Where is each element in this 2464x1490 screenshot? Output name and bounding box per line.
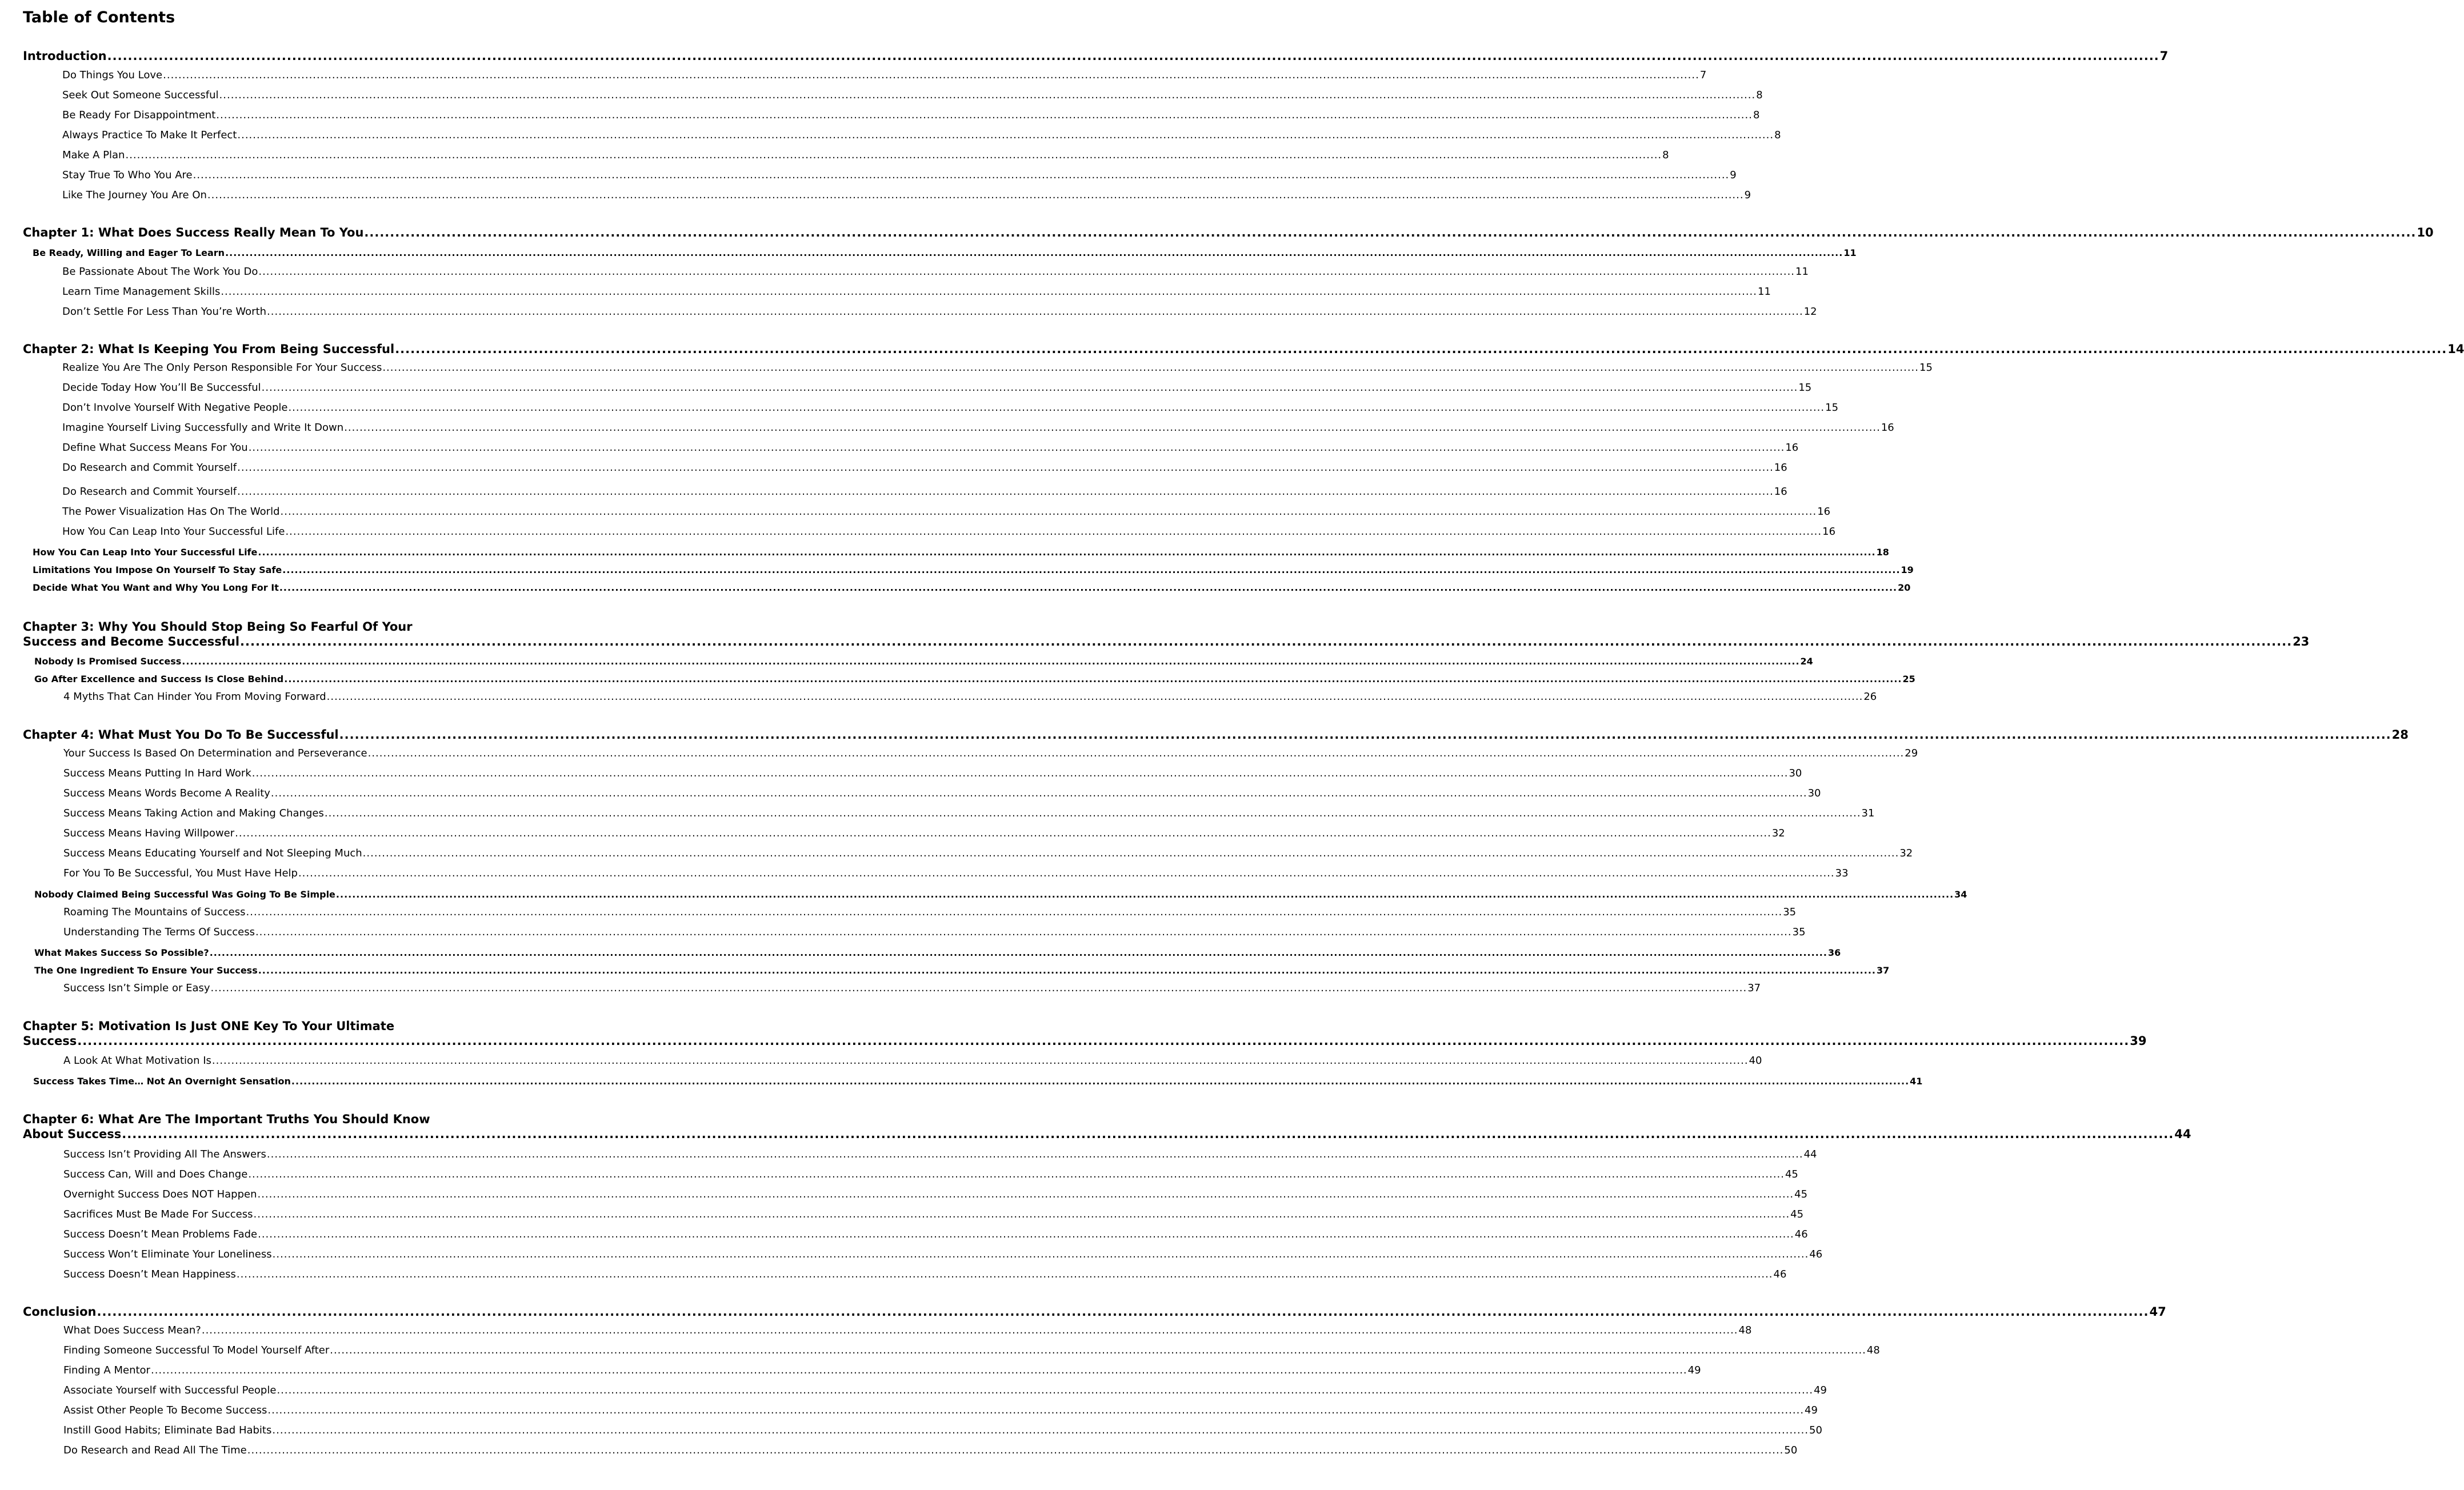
toc-entry-label: Understanding The Terms Of Success: [63, 926, 255, 938]
toc-entry[interactable]: [62, 149, 1669, 162]
toc-entry[interactable]: [62, 362, 1933, 374]
toc-entry[interactable]: [63, 867, 1849, 880]
page-number: 32: [1771, 827, 1785, 839]
dot-leader: ................................................................................................................................................................................................................................................................................................................................................................................................................: [279, 582, 1898, 593]
dot-leader: ................................................................................................................................................................................................................................................................................................................................................................................................................: [272, 1248, 1809, 1260]
page-number: 15: [1798, 382, 1812, 394]
toc-entry-label: The One Ingredient To Ensure Your Success: [34, 965, 258, 976]
dot-leader: ................................................................................................................................................................................................................................................................................................................................................................................................................: [258, 547, 1876, 558]
dot-leader: ................................................................................................................................................................................................................................................................................................................................................................................................................: [272, 1424, 1809, 1436]
toc-entry-label: Assist Other People To Become Success: [63, 1404, 267, 1416]
toc-title: Table of Contents: [23, 9, 175, 26]
page-number: 48: [1738, 1324, 1752, 1336]
toc-entry[interactable]: [63, 767, 1802, 780]
toc-entry-label: Chapter 3: Why You Should Stop Being So Fearful Of Your: [23, 620, 413, 634]
page-number: 9: [1730, 169, 1737, 181]
dot-leader: ................................................................................................................................................................................................................................................................................................................................................................................................................: [257, 1188, 1794, 1200]
toc-entry-label: Sacrifices Must Be Made For Success: [63, 1208, 253, 1220]
dot-leader: ................................................................................................................................................................................................................................................................................................................................................................................................................: [247, 1444, 1784, 1456]
toc-entry[interactable]: [33, 247, 1857, 259]
toc-entry-label: Chapter 4: What Must You Do To Be Successful: [23, 728, 339, 742]
page-number: 19: [1901, 564, 1914, 575]
page-number: 12: [1803, 306, 1817, 318]
page-number: 49: [1687, 1364, 1701, 1376]
page-number: 39: [2130, 1034, 2147, 1048]
dot-leader: ................................................................................................................................................................................................................................................................................................................................................................................................................: [163, 69, 1699, 81]
toc-entry[interactable]: [23, 1112, 2191, 1141]
page-number: 7: [2159, 49, 2169, 63]
dot-leader: ................................................................................................................................................................................................................................................................................................................................................................................................................: [211, 1055, 1749, 1067]
dot-leader: ................................................................................................................................................................................................................................................................................................................................................................................................................: [248, 1168, 1785, 1180]
toc-entry[interactable]: [63, 1344, 1880, 1357]
toc-entry[interactable]: [23, 1019, 2147, 1048]
dot-leader: ................................................................................................................................................................................................................................................................................................................................................................................................................: [344, 422, 1881, 434]
dot-leader: ................................................................................................................................................................................................................................................................................................................................................................................................................: [284, 674, 1902, 684]
toc-entry[interactable]: [62, 462, 1787, 474]
dot-leader: ................................................................................................................................................................................................................................................................................................................................................................................................................: [219, 89, 1756, 101]
dot-leader: ................................................................................................................................................................................................................................................................................................................................................................................................................: [280, 506, 1817, 518]
dot-leader: ................................................................................................................................................................................................................................................................................................................................................................................................................: [270, 787, 1807, 799]
toc-entry-label: How You Can Leap Into Your Successful Life: [33, 547, 258, 558]
toc-entry[interactable]: [34, 889, 1967, 900]
toc-entry-label: Go After Excellence and Success Is Close Behind: [34, 674, 284, 684]
dot-leader: ................................................................................................................................................................................................................................................................................................................................................................................................................: [207, 189, 1744, 201]
page-number: 24: [1800, 656, 1813, 667]
toc-entry[interactable]: [23, 342, 2464, 357]
toc-entry-label: Success Means Taking Action and Making Changes: [63, 807, 324, 819]
page-number: 18: [1876, 547, 1889, 558]
toc-entry-label: Learn Time Management Skills: [62, 286, 221, 298]
page-number: 11: [1795, 266, 1809, 278]
page-number: 11: [1843, 247, 1857, 258]
toc-entry-label: Success: [23, 1034, 77, 1048]
dot-leader: ................................................................................................................................................................................................................................................................................................................................................................................................................: [150, 1364, 1687, 1376]
dot-leader: ................................................................................................................................................................................................................................................................................................................................................................................................................: [324, 807, 1861, 819]
toc-entry-label: Limitations You Impose On Yourself To Stay Safe: [33, 564, 282, 575]
page-number: 15: [1919, 362, 1933, 374]
toc-entry[interactable]: [62, 486, 1787, 498]
toc-entry-label: Success Isn’t Simple or Easy: [63, 982, 210, 994]
dot-leader: ................................................................................................................................................................................................................................................................................................................................................................................................................: [267, 306, 1803, 318]
toc-entry-label: What Does Success Mean?: [63, 1324, 201, 1336]
toc-entry[interactable]: [63, 1248, 1823, 1261]
toc-entry[interactable]: [33, 1076, 1923, 1087]
dot-leader: ................................................................................................................................................................................................................................................................................................................................................................................................................: [77, 1034, 2130, 1048]
toc-entry-label: Decide Today How You’ll Be Successful: [62, 382, 261, 394]
toc-entry[interactable]: [62, 89, 1763, 102]
page-number: 49: [1805, 1404, 1818, 1416]
dot-leader: ................................................................................................................................................................................................................................................................................................................................................................................................................: [236, 1268, 1773, 1280]
toc-entry-label: Realize You Are The Only Person Responsible For Your Success: [62, 362, 382, 374]
dot-leader: ................................................................................................................................................................................................................................................................................................................................................................................................................: [258, 266, 1795, 278]
dot-leader: ................................................................................................................................................................................................................................................................................................................................................................................................................: [339, 728, 2391, 742]
toc-entry[interactable]: [63, 1148, 1817, 1161]
toc-entry-label: Instill Good Habits; Eliminate Bad Habits: [63, 1424, 272, 1436]
toc-entry-label: Your Success Is Based On Determination and Perseverance: [63, 747, 367, 759]
toc-entry[interactable]: [63, 1324, 1752, 1337]
toc-entry[interactable]: [63, 926, 1806, 939]
toc-entry[interactable]: [63, 1168, 1798, 1181]
page-number: 46: [1794, 1228, 1808, 1240]
toc-entry[interactable]: [63, 1208, 1804, 1221]
page-number: 20: [1898, 582, 1911, 593]
toc-entry[interactable]: [62, 266, 1809, 278]
dot-leader: ................................................................................................................................................................................................................................................................................................................................................................................................................: [258, 965, 1876, 976]
page-number: 44: [2174, 1127, 2191, 1141]
dot-leader: ................................................................................................................................................................................................................................................................................................................................................................................................................: [182, 656, 1800, 667]
toc-entry[interactable]: [33, 582, 1911, 594]
toc-entry-label: Do Research and Commit Yourself: [62, 486, 237, 498]
toc-entry-label: Always Practice To Make It Perfect: [62, 129, 237, 141]
page-number: 11: [1758, 286, 1771, 298]
toc-entry-label: Decide What You Want and Why You Long For It: [33, 582, 279, 593]
page-number: 16: [1774, 462, 1787, 474]
toc-entry-label: About Success: [23, 1127, 122, 1141]
dot-leader: ................................................................................................................................................................................................................................................................................................................................................................................................................: [362, 847, 1899, 859]
toc-entry-label: Finding A Mentor: [63, 1364, 150, 1376]
toc-entry-label: Do Research and Commit Yourself: [62, 462, 237, 474]
page-number: 35: [1792, 926, 1806, 938]
toc-entry-label: Stay True To Who You Are: [62, 169, 193, 181]
dot-leader: ................................................................................................................................................................................................................................................................................................................................................................................................................: [225, 247, 1843, 258]
dot-leader: ................................................................................................................................................................................................................................................................................................................................................................................................................: [258, 1228, 1794, 1240]
toc-entry-label: Do Things You Love: [62, 69, 163, 81]
toc-entry-label: Associate Yourself with Successful People: [63, 1384, 277, 1396]
dot-leader: ................................................................................................................................................................................................................................................................................................................................................................................................................: [193, 169, 1730, 181]
page-number: 30: [1789, 767, 1802, 779]
toc-entry[interactable]: [62, 189, 1751, 202]
toc-entry[interactable]: [34, 674, 1915, 685]
dot-leader: ................................................................................................................................................................................................................................................................................................................................................................................................................: [125, 149, 1662, 161]
page-number: 41: [1910, 1076, 1923, 1087]
toc-entry[interactable]: [62, 506, 1831, 518]
toc-entry[interactable]: [62, 129, 1781, 142]
dot-leader: ................................................................................................................................................................................................................................................................................................................................................................................................................: [261, 382, 1798, 394]
toc-entry-label: A Look At What Motivation Is: [63, 1055, 211, 1067]
page-number: 10: [2417, 226, 2434, 239]
toc-entry[interactable]: [63, 1424, 1822, 1437]
toc-entry-label: Success and Become Successful: [23, 635, 240, 648]
page-number: 16: [1817, 506, 1831, 518]
toc-entry[interactable]: [63, 847, 1913, 860]
page-number: 32: [1899, 847, 1913, 859]
page-number: 14: [2447, 342, 2464, 356]
page-number: 16: [1774, 486, 1787, 498]
page-number: 44: [1803, 1148, 1817, 1160]
toc-entry[interactable]: [63, 1055, 1762, 1067]
toc-entry[interactable]: [62, 109, 1760, 122]
toc-entry-label: Be Ready, Willing and Eager To Learn: [33, 247, 225, 258]
dot-leader: ................................................................................................................................................................................................................................................................................................................................................................................................................: [282, 564, 1901, 575]
dot-leader: ................................................................................................................................................................................................................................................................................................................................................................................................................: [201, 1324, 1738, 1336]
dot-leader: ................................................................................................................................................................................................................................................................................................................................................................................................................: [122, 1127, 2174, 1141]
toc-entry-label: Be Ready For Disappointment: [62, 109, 216, 121]
dot-leader: ................................................................................................................................................................................................................................................................................................................................................................................................................: [277, 1384, 1814, 1396]
page-number: 37: [1876, 965, 1890, 976]
page-number: 7: [1699, 69, 1707, 81]
page-number: 8: [1662, 149, 1669, 161]
toc-entry[interactable]: [63, 747, 1918, 760]
toc-entry-label: Success Won’t Eliminate Your Loneliness: [63, 1248, 272, 1260]
toc-entry-label: Success Isn’t Providing All The Answers: [63, 1148, 266, 1160]
toc-entry-label: Success Means Putting In Hard Work: [63, 767, 251, 779]
toc-entry[interactable]: [62, 169, 1737, 182]
dot-leader: ................................................................................................................................................................................................................................................................................................................................................................................................................: [255, 926, 1792, 938]
toc-entry-label: 4 Myths That Can Hinder You From Moving Forward: [63, 691, 326, 703]
toc-entry-label: The Power Visualization Has On The World: [62, 506, 280, 518]
page-number: 46: [1773, 1268, 1787, 1280]
page-number: 45: [1790, 1208, 1804, 1220]
page-number: 49: [1814, 1384, 1827, 1396]
page-number: 16: [1785, 442, 1799, 454]
toc-entry-label: What Makes Success So Possible?: [34, 947, 209, 958]
toc-entry-label: Chapter 1: What Does Success Really Mean To You: [23, 226, 364, 239]
toc-entry[interactable]: [34, 656, 1813, 667]
page-number: 8: [1774, 129, 1781, 141]
page-number: 29: [1905, 747, 1918, 759]
dot-leader: ................................................................................................................................................................................................................................................................................................................................................................................................................: [288, 402, 1825, 414]
toc-entry[interactable]: [63, 1384, 1827, 1397]
dot-leader: ................................................................................................................................................................................................................................................................................................................................................................................................................: [240, 635, 2293, 648]
toc-entry[interactable]: [34, 965, 1890, 976]
page-number: 35: [1783, 906, 1797, 918]
page-number: 45: [1785, 1168, 1798, 1180]
toc-entry-label: Don’t Involve Yourself With Negative People: [62, 402, 288, 414]
page-number: 26: [1863, 691, 1877, 703]
toc-entry-label: Success Means Words Become A Reality: [63, 787, 270, 799]
toc-entry[interactable]: [23, 619, 2310, 649]
page-number: 40: [1749, 1055, 1762, 1067]
toc-entry-label: Imagine Yourself Living Successfully and Write It Down: [62, 422, 344, 434]
page-number: 50: [1784, 1444, 1798, 1456]
toc-entry[interactable]: [63, 787, 1821, 800]
toc-entry-label: Don’t Settle For Less Than You’re Worth: [62, 306, 267, 318]
toc-entry-label: Finding Someone Successful To Model Yourself After: [63, 1344, 330, 1356]
page-number: 16: [1881, 422, 1894, 434]
dot-leader: ................................................................................................................................................................................................................................................................................................................................................................................................................: [237, 462, 1774, 474]
toc-entry-label: How You Can Leap Into Your Successful Life: [62, 526, 285, 538]
dot-leader: ................................................................................................................................................................................................................................................................................................................................................................................................................: [367, 747, 1905, 759]
dot-leader: ................................................................................................................................................................................................................................................................................................................................................................................................................: [330, 1344, 1866, 1356]
toc-entry-label: Introduction: [23, 49, 107, 63]
dot-leader: ................................................................................................................................................................................................................................................................................................................................................................................................................: [298, 867, 1835, 879]
page-number: 8: [1753, 109, 1760, 121]
toc-entry-label: Success Doesn’t Mean Problems Fade: [63, 1228, 258, 1240]
page-number: 33: [1835, 867, 1849, 879]
dot-leader: ................................................................................................................................................................................................................................................................................................................................................................................................................: [216, 109, 1753, 121]
toc-entry[interactable]: [62, 306, 1817, 318]
toc-entry[interactable]: [23, 49, 2169, 63]
dot-leader: ................................................................................................................................................................................................................................................................................................................................................................................................................: [235, 827, 1771, 839]
toc-entry-label: Define What Success Means For You: [62, 442, 248, 454]
dot-leader: ................................................................................................................................................................................................................................................................................................................................................................................................................: [267, 1404, 1805, 1416]
page-number: 31: [1861, 807, 1875, 819]
page-number: 9: [1744, 189, 1751, 201]
page-number: 28: [2391, 728, 2409, 742]
dot-leader: ................................................................................................................................................................................................................................................................................................................................................................................................................: [237, 486, 1774, 498]
toc-entry[interactable]: [63, 1364, 1701, 1377]
page-number: 46: [1809, 1248, 1823, 1260]
toc-entry-label: Overnight Success Does NOT Happen: [63, 1188, 257, 1200]
toc-entry-label: Success Means Having Willpower: [63, 827, 235, 839]
toc-entry-label: Success Can, Will and Does Change: [63, 1168, 248, 1180]
dot-leader: ................................................................................................................................................................................................................................................................................................................................................................................................................: [395, 342, 2447, 356]
page-number: 15: [1825, 402, 1839, 414]
toc-entry[interactable]: [23, 727, 2409, 742]
toc-entry[interactable]: [33, 564, 1914, 576]
toc-entry[interactable]: [63, 1444, 1798, 1457]
page-number: 25: [1902, 674, 1915, 684]
toc-entry-label: Success Means Educating Yourself and Not Sleeping Much: [63, 847, 362, 859]
dot-leader: ................................................................................................................................................................................................................................................................................................................................................................................................................: [382, 362, 1919, 374]
page-number: 30: [1807, 787, 1821, 799]
page-number: 23: [2293, 635, 2310, 648]
toc-entry-label: Seek Out Someone Successful: [62, 89, 219, 101]
dot-leader: ................................................................................................................................................................................................................................................................................................................................................................................................................: [237, 129, 1774, 141]
toc-entry-label: Make A Plan: [62, 149, 125, 161]
toc-entry[interactable]: [63, 1188, 1808, 1201]
dot-leader: ................................................................................................................................................................................................................................................................................................................................................................................................................: [326, 691, 1863, 703]
dot-leader: ................................................................................................................................................................................................................................................................................................................................................................................................................: [210, 982, 1747, 994]
toc-entry[interactable]: [63, 1268, 1787, 1281]
toc-entry-label: For You To Be Successful, You Must Have Help: [63, 867, 298, 879]
dot-leader: ................................................................................................................................................................................................................................................................................................................................................................................................................: [253, 1208, 1790, 1220]
page-number: 36: [1827, 947, 1841, 958]
toc-entry-label: Success Takes Time… Not An Overnight Sensation: [33, 1076, 291, 1087]
dot-leader: ................................................................................................................................................................................................................................................................................................................................................................................................................: [291, 1076, 1910, 1087]
toc-entry[interactable]: [62, 402, 1839, 414]
page-number: 16: [1822, 526, 1836, 538]
dot-leader: ................................................................................................................................................................................................................................................................................................................................................................................................................: [246, 906, 1783, 918]
page-number: 50: [1809, 1424, 1822, 1436]
toc-entry-label: Be Passionate About The Work You Do: [62, 266, 258, 278]
toc-entry-label: Success Doesn’t Mean Happiness: [63, 1268, 236, 1280]
dot-leader: ................................................................................................................................................................................................................................................................................................................................................................................................................: [285, 526, 1822, 538]
dot-leader: ................................................................................................................................................................................................................................................................................................................................................................................................................: [97, 1305, 2149, 1319]
toc-entry[interactable]: [63, 1404, 1818, 1417]
toc-entry[interactable]: [62, 422, 1894, 434]
toc-entry-label: Conclusion: [23, 1305, 97, 1319]
toc-entry[interactable]: [62, 69, 1707, 82]
dot-leader: ................................................................................................................................................................................................................................................................................................................................................................................................................: [266, 1148, 1803, 1160]
toc-entry[interactable]: [63, 827, 1785, 840]
page-number: 47: [2149, 1305, 2166, 1319]
toc-entry-label: Nobody Is Promised Success: [34, 656, 182, 667]
toc-entry[interactable]: [62, 286, 1771, 298]
toc-entry-label: Chapter 2: What Is Keeping You From Being Successful: [23, 342, 395, 356]
toc-entry[interactable]: [34, 947, 1841, 959]
toc-entry[interactable]: [63, 1228, 1808, 1241]
dot-leader: ................................................................................................................................................................................................................................................................................................................................................................................................................: [335, 889, 1954, 900]
toc-entry-label: Chapter 6: What Are The Important Truths You Should Know: [23, 1112, 430, 1126]
toc-entry[interactable]: [62, 442, 1799, 454]
toc-entry-label: Chapter 5: Motivation Is Just ONE Key To Your Ultimate: [23, 1019, 395, 1033]
dot-leader: ................................................................................................................................................................................................................................................................................................................................................................................................................: [364, 226, 2417, 239]
page-number: 34: [1954, 889, 1967, 900]
dot-leader: ................................................................................................................................................................................................................................................................................................................................................................................................................: [221, 286, 1757, 298]
page-number: 45: [1794, 1188, 1808, 1200]
toc-entry-label: Like The Journey You Are On: [62, 189, 207, 201]
page-number: 37: [1747, 982, 1761, 994]
dot-leader: ................................................................................................................................................................................................................................................................................................................................................................................................................: [248, 442, 1785, 454]
toc-entry[interactable]: [33, 547, 1889, 558]
toc-entry-label: Nobody Claimed Being Successful Was Going To Be Simple: [34, 889, 335, 900]
toc-entry-label: Do Research and Read All The Time: [63, 1444, 247, 1456]
dot-leader: ................................................................................................................................................................................................................................................................................................................................................................................................................: [251, 767, 1789, 779]
dot-leader: ................................................................................................................................................................................................................................................................................................................................................................................................................: [209, 947, 1827, 958]
toc-entry[interactable]: [23, 1304, 2166, 1319]
toc-entry[interactable]: [62, 382, 1812, 394]
page-number: 48: [1866, 1344, 1880, 1356]
toc-entry-label: Roaming The Mountains of Success: [63, 906, 246, 918]
toc-entry[interactable]: [63, 906, 1797, 919]
toc-entry[interactable]: [63, 807, 1875, 820]
page-number: 8: [1756, 89, 1763, 101]
toc-entry[interactable]: [63, 691, 1877, 703]
dot-leader: ................................................................................................................................................................................................................................................................................................................................................................................................................: [107, 49, 2159, 63]
toc-entry[interactable]: [62, 526, 1836, 538]
toc-entry[interactable]: [23, 225, 2434, 240]
toc-entry[interactable]: [63, 982, 1761, 995]
